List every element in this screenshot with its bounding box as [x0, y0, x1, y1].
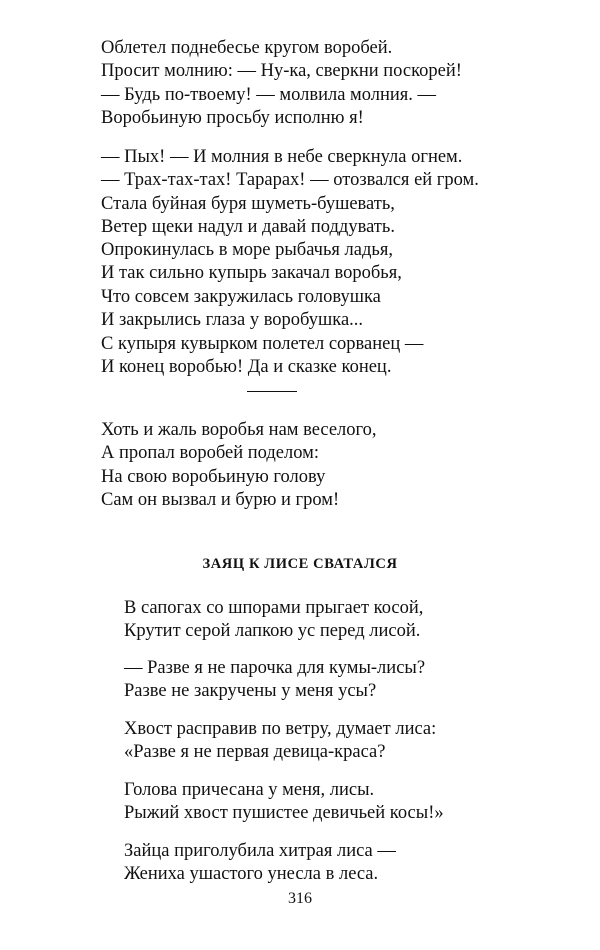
verse-line: «Разве я не первая девица-краса? — [124, 742, 386, 763]
verse-line: А пропал воробей поделом: — [101, 443, 319, 464]
verse-line: — Разве я не парочка для кумы-лисы? — [124, 658, 426, 678]
stanza — [124, 657, 425, 704]
verse-line: В сапогах со шпорами прыгает косой, — [124, 598, 424, 618]
stanza — [101, 146, 479, 332]
stanza — [124, 779, 444, 826]
verse-line: Хоть и жаль воробья нам веселого, — [101, 420, 377, 440]
stanza — [124, 840, 396, 887]
verse-line: Хвост расправив по ветру, думает лиса: — [124, 719, 437, 739]
verse-line: Голова причесана у меня, лисы. — [124, 780, 375, 800]
stanza — [124, 718, 436, 765]
verse-line: Облетел поднебесье кругом воробей. — [101, 38, 393, 58]
verse-line: Зайца приголубила хитрая лиса — — [124, 841, 396, 861]
verse-line: Сам он вызвал и бурю и гром! — [101, 489, 340, 510]
verse-line: Жениха ушастого унесла в леса. — [124, 864, 379, 885]
verse-line: И так сильно купырь закачал воробья, — [101, 263, 402, 284]
verse-line: — Трах-тах-тах! Тарарах! — отозвался ей гром. — [101, 170, 479, 191]
verse-line: Просит молнию: — Ну-ка, сверкни поскорей! — [101, 61, 462, 82]
stanza — [101, 419, 377, 512]
verse-line: С купыря кувырком полетел сорванец — — [101, 334, 424, 354]
verse-line: Рыжий хвост пушистее девичьей косы!» — [124, 803, 444, 824]
verse-line: — Пых! — И молния в небе сверкнула огнем. — [101, 147, 463, 167]
stanza — [101, 37, 462, 130]
stanza — [101, 333, 423, 380]
verse-line: И конец воробью! Да и сказке конец. — [101, 357, 392, 378]
verse-line: Крутит серой лапкою ус перед лисой. — [124, 621, 421, 642]
verse-line: — Будь по-твоему! — молвила молния. — — [101, 84, 437, 105]
verse-line: Воробьиную просьбу исполню я! — [101, 107, 364, 128]
verse-line: И закрылись глаза у воробушка... — [101, 310, 364, 331]
poem-title: ЗАЯЦ К ЛИСЕ СВАТАЛСЯ — [202, 556, 398, 572]
verse-line: Стала буйная буря шуметь-бушевать, — [101, 193, 395, 214]
verse-line: Опрокинулась в море рыбачья ладья, — [101, 240, 393, 261]
verse-line: Ветер щеки надул и давай поддувать. — [101, 216, 395, 237]
verse-line: На свою воробьиную голову — [101, 466, 326, 487]
verse-line: Что совсем закружилась головушка — [101, 286, 381, 307]
page-number: 316 — [288, 890, 312, 907]
section-divider — [247, 391, 297, 392]
stanza — [124, 597, 423, 644]
verse-line: Разве не закручены у меня усы? — [124, 681, 377, 702]
